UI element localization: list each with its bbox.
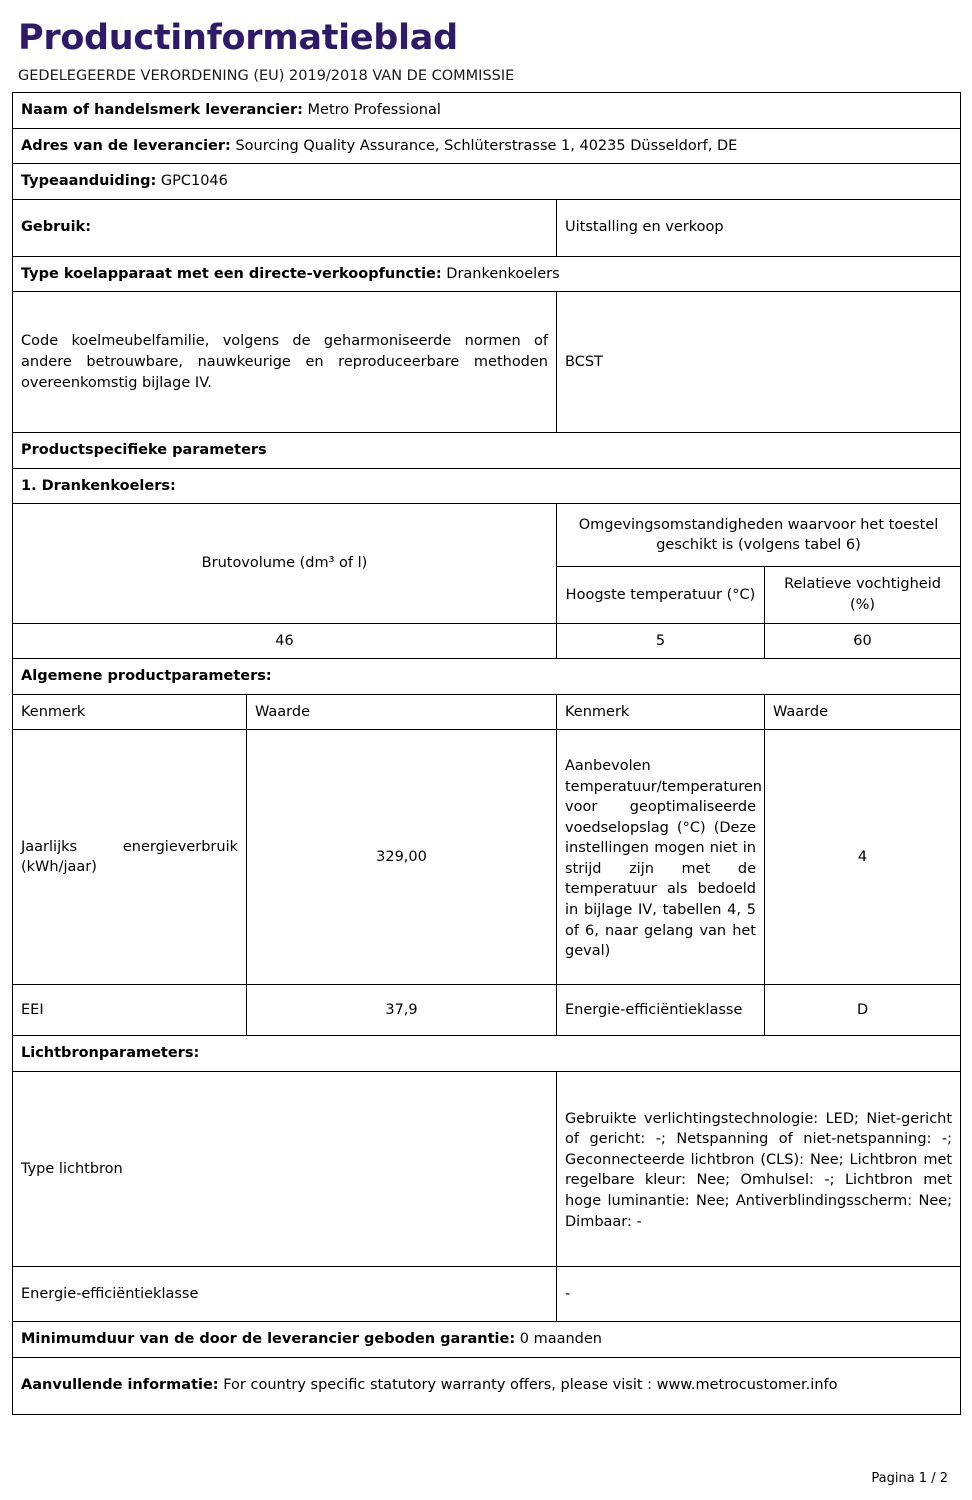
recommended-temperature-value: 4	[765, 730, 961, 985]
usage-value-cell: Uitstalling en verkoop	[557, 199, 961, 256]
page-number-footer: Pagina 1 / 2	[871, 1471, 948, 1486]
table-row	[13, 730, 961, 985]
ambient-conditions-header: Omgevingsomstandigheden waarvoor het toestel geschikt is (volgens tabel 6)	[557, 504, 961, 567]
usage-label: Gebruik:	[21, 219, 92, 236]
table-row	[13, 128, 961, 164]
table-row	[13, 256, 961, 292]
gross-volume-value: 46	[13, 623, 557, 659]
supplier-name-cell	[13, 93, 961, 129]
annual-energy-label: Jaarlijks energieverbruik (kWh/jaar)	[13, 730, 247, 985]
highest-temperature-header: Hoogste temperatuur (°C)	[557, 567, 765, 623]
table-row	[13, 468, 961, 504]
additional-info-label: Aanvullende informatie:	[21, 1377, 219, 1394]
section-general-parameters: Algemene productparameters:	[13, 659, 961, 695]
light-source-class-value: -	[557, 1266, 961, 1321]
light-source-class-label: Energie-efficiëntieklasse	[13, 1266, 557, 1321]
family-code-label: Code koelmeubelfamilie, volgens de geharmoniseerde normen of andere betrouwbare, nauwkeurige en reproduceerbare methoden overeenkomstig bijlage IV.	[13, 292, 557, 433]
table-row	[13, 292, 961, 433]
annual-energy-value: 329,00	[247, 730, 557, 985]
table-row	[13, 1357, 961, 1414]
table-row	[13, 1321, 961, 1357]
supplier-address-value: Sourcing Quality Assurance, Schlüterstrasse 1, 40235 Düsseldorf, DE	[235, 137, 738, 154]
usage-label-cell	[13, 199, 557, 256]
eei-value: 37,9	[247, 985, 557, 1036]
relative-humidity-value: 60	[765, 623, 961, 659]
warranty-value: 0 maanden	[519, 1330, 602, 1347]
model-identifier-label: Typeaanduiding:	[21, 173, 157, 190]
energy-efficiency-class-value: D	[765, 985, 961, 1036]
appliance-type-value: Drankenkoelers	[446, 265, 560, 282]
gross-volume-header: Brutovolume (dm³ of l)	[13, 504, 557, 623]
warranty-label: Minimumduur van de door de leverancier geboden garantie:	[21, 1330, 516, 1347]
section-beverage-coolers: 1. Drankenkoelers:	[13, 468, 961, 504]
additional-info-value: For country specific statutory warranty offers, please visit : www.metrocustomer.info	[223, 1377, 838, 1394]
warranty-cell	[13, 1321, 961, 1357]
family-code-value: BCST	[557, 292, 961, 433]
light-source-type-value: Gebruikte verlichtingstechnologie: LED; Niet-gericht of gericht: -; Netspanning of niet-netspanning: -; Geconnecteerde lichtbron (CLS): Nee; Lichtbron met regelbare kleur: Nee; Omhulsel: -; Lichtbron met hoge luminantie: Nee; Antiverblindingsscherm: Nee; Dimbaar: -	[557, 1071, 961, 1266]
general-header-waarde-1: Waarde	[247, 694, 557, 730]
table-row	[13, 93, 961, 129]
general-header-waarde-2: Waarde	[765, 694, 961, 730]
appliance-type-cell	[13, 256, 961, 292]
additional-info-cell	[13, 1357, 961, 1414]
appliance-type-label: Type koelapparaat met een directe-verkoopfunctie:	[21, 265, 442, 282]
regulation-subtitle: GEDELEGEERDE VERORDENING (EU) 2019/2018 VAN DE COMMISSIE	[18, 68, 515, 84]
supplier-name-value: Metro Professional	[307, 102, 441, 118]
table-row	[13, 694, 961, 730]
general-header-kenmerk-1: Kenmerk	[13, 694, 247, 730]
supplier-address-label: Adres van de leverancier:	[21, 137, 231, 154]
table-row	[13, 199, 961, 256]
relative-humidity-header: Relatieve vochtigheid (%)	[765, 567, 961, 623]
table-row	[13, 1071, 961, 1266]
table-row	[13, 1036, 961, 1072]
table-row	[13, 1266, 961, 1321]
energy-efficiency-class-label: Energie-efficiëntieklasse	[557, 985, 765, 1036]
highest-temperature-value: 5	[557, 623, 765, 659]
table-row	[13, 659, 961, 695]
supplier-address-cell	[13, 128, 961, 164]
page-title: Productinformatieblad	[18, 18, 458, 58]
eei-label: EEI	[13, 985, 247, 1036]
table-row	[13, 433, 961, 469]
table-row	[13, 985, 961, 1036]
section-product-specific: Productspecifieke parameters	[13, 433, 961, 469]
general-header-kenmerk-2: Kenmerk	[557, 694, 765, 730]
model-identifier-value: GPC1046	[160, 173, 228, 190]
table-row	[13, 164, 961, 200]
model-identifier-cell	[13, 164, 961, 200]
table-row	[13, 623, 961, 659]
table-row	[13, 504, 961, 567]
section-light-source-parameters: Lichtbronparameters:	[13, 1036, 961, 1072]
supplier-name-label: Naam of handelsmerk leverancier:	[21, 102, 303, 118]
light-source-type-label: Type lichtbron	[13, 1071, 557, 1266]
product-information-table	[12, 92, 961, 1415]
recommended-temperature-label: Aanbevolen temperatuur/temperaturen voor geoptimaliseerde voedselopslag (°C) (Deze instellingen mogen niet in strijd zijn met de temperatuur als bedoeld in bijlage IV, tabellen 4, 5 of 6, naar gelang van het geval)	[557, 730, 765, 985]
